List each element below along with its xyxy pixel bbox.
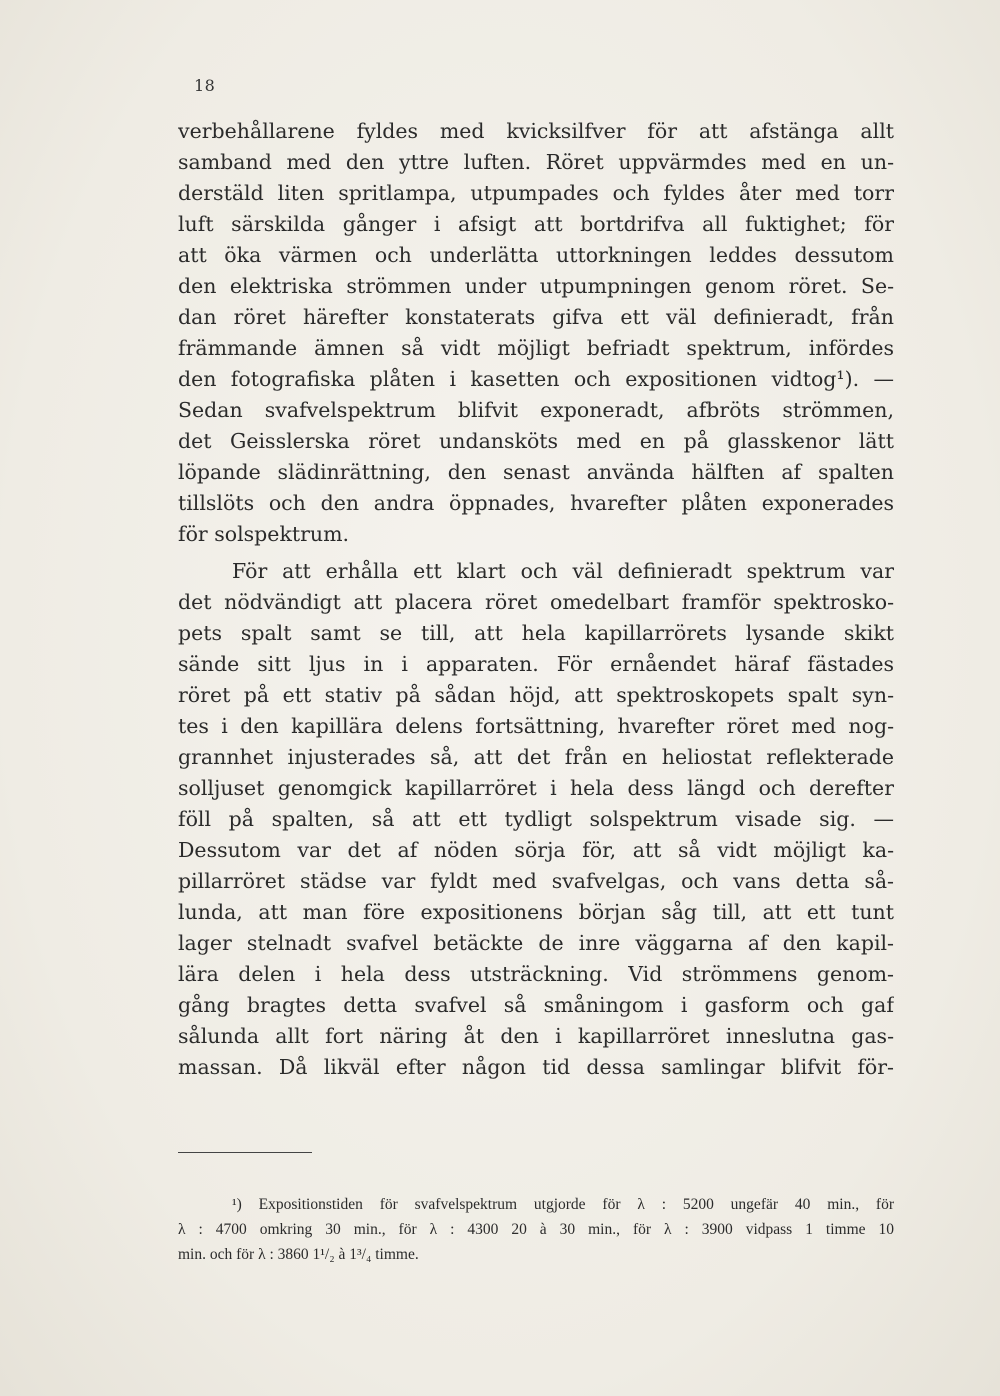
body-text xyxy=(178,116,894,1083)
text-line: för solspektrum. xyxy=(178,522,350,546)
text-line: massan. Då likväl efter någon tid dessa samlingar blifvit för- xyxy=(178,1055,894,1079)
text-line: den fotografiska plåten i kasetten och expositionen vidtog¹). — xyxy=(178,367,894,391)
text-line: pillarröret städse var fyldt med svafvelgas, och vans detta så- xyxy=(178,869,894,893)
text-line: grannhet injusterades så, att det från en heliostat reflekterade xyxy=(178,745,894,769)
paragraph-2 xyxy=(178,556,894,1083)
footnote xyxy=(178,1192,894,1267)
text-line: det Geisslerska röret undansköts med en på glasskenor lätt xyxy=(178,429,894,453)
text-line: dan röret härefter konstaterats gifva ett väl definieradt, från xyxy=(178,305,894,329)
text-line: det nödvändigt att placera röret omedelbart framför spektrosko- xyxy=(178,590,894,614)
footnote-divider xyxy=(178,1152,312,1153)
text-line: lunda, att man före expositionens början såg till, att ett tunt xyxy=(178,900,894,924)
text-line: att öka värmen och underlätta uttorkningen leddes dessutom xyxy=(178,243,894,267)
text-line: lära delen i hela dess utsträckning. Vid strömmens genom- xyxy=(178,962,894,986)
text-line: För att erhålla ett klart och väl definieradt spektrum var xyxy=(232,559,894,583)
text-line: lager stelnadt svafvel betäckte de inre väggarna af den kapil- xyxy=(178,931,894,955)
text-line: pets spalt samt se till, att hela kapillarrörets lysande skikt xyxy=(178,621,894,645)
footnote-line: λ : 4700 omkring 30 min., för λ : 4300 20 à 30 min., för λ : 3900 vidpass 1 timme 10 xyxy=(178,1221,894,1238)
text-line: sände sitt ljus in i apparaten. För ernåendet häraf fästades xyxy=(178,652,894,676)
text-line: löpande slädinrättning, den senast använda hälften af spalten xyxy=(178,460,894,484)
text-line: verbehållarene fyldes med kvicksilfver för att afstänga allt xyxy=(178,119,894,143)
text-line: främmande ämnen så vidt möjligt befriadt spektrum, infördes xyxy=(178,336,894,360)
text-line: luft särskilda gånger i afsigt att bortdrifva all fuktighet; för xyxy=(178,212,894,236)
text-line: den elektriska strömmen under utpumpningen genom röret. Se- xyxy=(178,274,894,298)
text-line: tillslöts och den andra öppnades, hvarefter plåten exponerades xyxy=(178,491,894,515)
page-number: 18 xyxy=(194,76,216,95)
text-line: Dessutom var det af nöden sörja för, att så vidt möjligt ka- xyxy=(178,838,894,862)
text-line: gång bragtes detta svafvel så småningom i gasform och gaf xyxy=(178,993,894,1017)
text-line: röret på ett stativ på sådan höjd, att spektroskopets spalt syn- xyxy=(178,683,894,707)
text-line: föll på spalten, så att ett tydligt solspektrum visade sig. — xyxy=(178,807,894,831)
footnote-line: min. och för λ : 3860 1¹/₂ à 1³/₄ timme. xyxy=(178,1246,419,1263)
text-line: sålunda allt fort näring åt den i kapillarröret inneslutna gas- xyxy=(178,1024,894,1048)
text-line: derstäld liten spritlampa, utpumpades och fyldes åter med torr xyxy=(178,181,894,205)
text-line: Sedan svafvelspektrum blifvit exponeradt, afbröts strömmen, xyxy=(178,398,894,422)
paragraph-1 xyxy=(178,116,894,550)
text-line: solljuset genomgick kapillarröret i hela dess längd och derefter xyxy=(178,776,894,800)
footnote-line: ¹) Expositionstiden för svafvelspektrum utgjorde för λ : 5200 ungefär 40 min., för xyxy=(232,1196,894,1213)
text-line: samband med den yttre luften. Röret uppvärmdes med en un- xyxy=(178,150,894,174)
text-line: tes i den kapillära delens fortsättning, hvarefter röret med nog- xyxy=(178,714,894,738)
